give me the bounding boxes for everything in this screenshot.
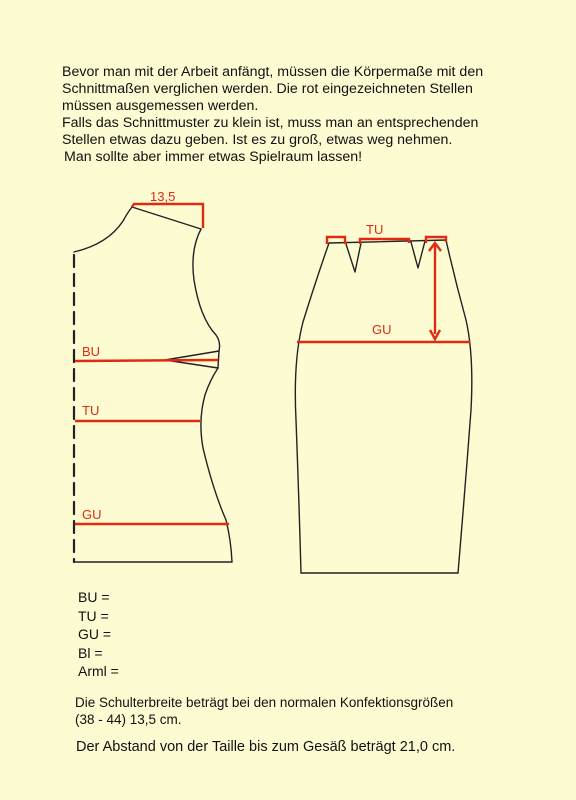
skirt-front-dart xyxy=(346,243,361,272)
intro-line: Stellen etwas dazu geben. Ist es zu groß, etwas weg nehmen. xyxy=(62,132,453,148)
note-line: (38 - 44) 13,5 cm. xyxy=(75,712,182,727)
measurement-item: BU = xyxy=(78,589,110,605)
bust-line xyxy=(75,360,218,361)
note-line: Die Schulterbreite beträgt bei den normalen Konfektionsgrößen xyxy=(75,695,454,710)
bodice-shoulder-seam xyxy=(132,207,201,229)
bodice-waist-label: TU xyxy=(82,403,100,418)
measurement-item: GU = xyxy=(78,626,112,642)
skirt-right-seam xyxy=(446,240,472,573)
bodice-dart-side xyxy=(218,351,219,368)
shoulder-width-mark xyxy=(132,204,203,228)
skirt-waistline xyxy=(329,240,446,243)
bust-label: BU xyxy=(82,344,101,359)
measurement-item: TU = xyxy=(78,607,109,624)
shoulder-width-note xyxy=(75,694,453,728)
bodice-side-seam xyxy=(201,368,232,562)
intro-line: Schnittmaßen verglichen werden. Die rot eingezeichneten Stellen xyxy=(62,81,473,97)
bodice-neckline xyxy=(74,207,132,252)
skirt-left-seam xyxy=(295,243,329,573)
intro-line: müssen ausgemessen werden. xyxy=(62,98,259,114)
waist-hip-distance-note: Der Abstand von der Taille bis zum Gesäß beträgt 21,0 cm. xyxy=(76,739,456,755)
bodice-hip-label: GU xyxy=(82,507,102,522)
bodice-armhole xyxy=(193,229,220,351)
skirt-hip-label: GU xyxy=(372,322,392,337)
shoulder-width-label: 13,5 xyxy=(150,189,176,204)
intro-line: Falls das Schnittmuster zu klein ist, muss man an entsprechenden xyxy=(62,115,479,131)
intro-line: Bevor man mit der Arbeit anfängt, müssen die Körpermaße mit den xyxy=(62,64,484,80)
measurement-list xyxy=(78,588,119,681)
skirt-waist-label: TU xyxy=(366,222,384,237)
intro-line: Man sollte aber immer etwas Spielraum lassen! xyxy=(64,149,363,165)
bodice-markings xyxy=(75,204,229,524)
measurement-item: Bl = xyxy=(78,644,103,661)
skirt-side-dart xyxy=(411,241,425,268)
measurement-item: Arml = xyxy=(78,663,119,679)
skirt-pattern xyxy=(295,240,472,573)
